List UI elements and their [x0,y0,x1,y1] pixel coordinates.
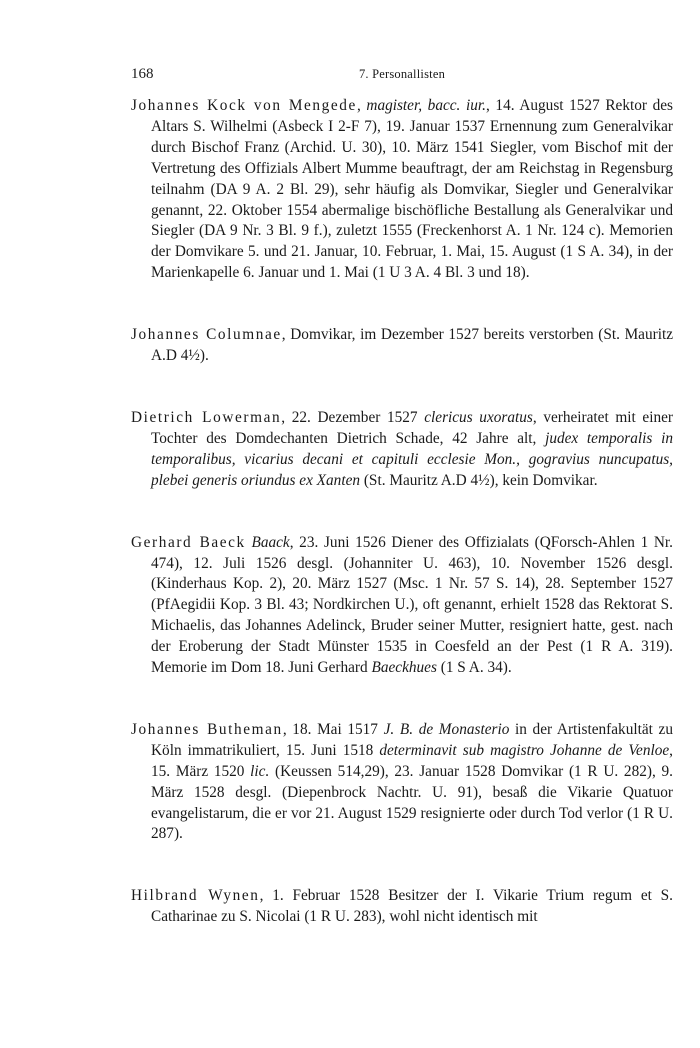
entry-text: in der Artistenfakultät zu Köln immatrikuliert, 15. Juni 1518 [151,720,673,759]
entry-text: , verheiratet mit einer Tochter des Domdechanten Dietrich Schade, 42 Jahre alt, [151,408,673,447]
latin-phrase: Baack [251,533,290,551]
person-name: Gerhard Baeck [131,533,246,551]
entry-text: , 14. August 1527 Rektor des Altars S. Wilhelmi (Asbeck I 2-F 7), 19. Januar 1537 Ernennung zum Generalvikar durch Bischof Franz (Archid. U. 30), 10. März 1541 Siegler, vom Bischof mit der Vertretung des Offizials Albert Mumme beauftragt, der am Reichstag in Regensburg teilnahm (DA 9 A. 2 Bl. 29), sehr häufig als Domvikar, Siegler und Generalvikar genannt, 22. Oktober 1554 abermalige bischöfliche Bestallung als Generalvikar und Siegler (DA 9 Nr. 3 Bl. 9 f.), zuletzt 1555 (Freckenhorst A. 1 Nr. 124 c). Memorien der Domvikare 5. und 21. Januar, 10. Februar, 1. Mai, 15. August (1 S A. 34), in der Marienkapelle 6. Januar und 1. Mai (1 U 3 A. 4 Bl. 3 und 18). [151,97,673,282]
entry-text: , Domvikar, im Dezember 1527 bereits verstorben (St. Mauritz A.D 4½). [151,326,673,365]
latin-phrase: clericus uxoratus [424,408,533,426]
entry-text: , 22. Dezember 1527 [281,408,425,426]
person-entry [131,886,673,928]
person-entry [131,720,673,845]
person-name: Johannes Columnae [131,326,282,344]
entry-text: , 1. Februar 1528 Besitzer der I. Vikarie Trium regum et S. Catharinae zu S. Nicolai (1 R U. 283), wohl nicht identisch mit [151,887,674,926]
person-name: Johannes Kock von Mengede [131,97,357,114]
latin-phrase: Baeckhues [371,659,437,677]
latin-phrase: J. B. de Monasterio [383,720,510,738]
entry-text: , 23. Juni 1526 Diener des Offizialats (QForsch-Ahlen 1 Nr. 474), 12. Juli 1526 desgl. (Johanniter U. 463), 10. November 1526 desgl. (Kinderhaus Kop. 2), 20. März 1527 (Msc. 1 Nr. 57 S. 14), 28. September 1527 (PfAegidii Kop. 3 Bl. 43; Nordkirchen U.), oft genannt, erhielt 1528 das Rektorat S. Michaelis, das Johannes Adelinck, Bruder seiner Mutter, resigniert hatte, gest. nach der Eroberung der Stadt Münster 1535 in Coesfeld an der Pest (1 R A. 319). Memorie im Dom 18. Juni Gerhard [151,533,673,677]
entry-text: (St. Mauritz A.D 4½), kein Domvikar. [360,471,598,489]
entries-list [131,96,673,928]
person-entry [131,408,673,492]
person-name: Dietrich Lowerman [131,408,282,426]
person-entry [131,325,673,367]
entry-text: (Keussen 514,29), 23. Januar 1528 Domvikar (1 R U. 282), 9. März 1528 desgl. (Diepenbrock Nachtr. U. 91), besaß die Vikarie Quatuor evangelistarum, die er vor 21. August 1529 resignierte oder durch Tod verlor (1 R U. 287). [151,762,673,843]
running-title: 7. Personallisten [358,67,446,81]
page-header [131,66,673,86]
person-entry [131,533,673,679]
latin-phrase: determinavit sub magistro Johanne de Venloe [379,741,670,759]
person-name: Johannes Butheman [131,720,283,738]
latin-phrase: lic. [250,762,270,780]
entry-text: , 15. März 1520 [151,741,673,780]
latin-phrase: judex temporalis in temporalibus, vicarius decani et capituli ecclesie Mon., gogravius nuncupatus, plebei generis oriundus ex Xanten [151,429,673,489]
latin-phrase: magister, bacc. iur. [366,97,486,114]
person-name: Hilbrand Wynen [131,887,260,905]
entry-text: , 18. Mai 1517 [282,720,384,738]
person-entry [131,96,673,284]
entry-text: , [356,97,367,114]
entry-text: (1 S A. 34). [436,659,512,677]
page-number: 168 [131,66,154,82]
